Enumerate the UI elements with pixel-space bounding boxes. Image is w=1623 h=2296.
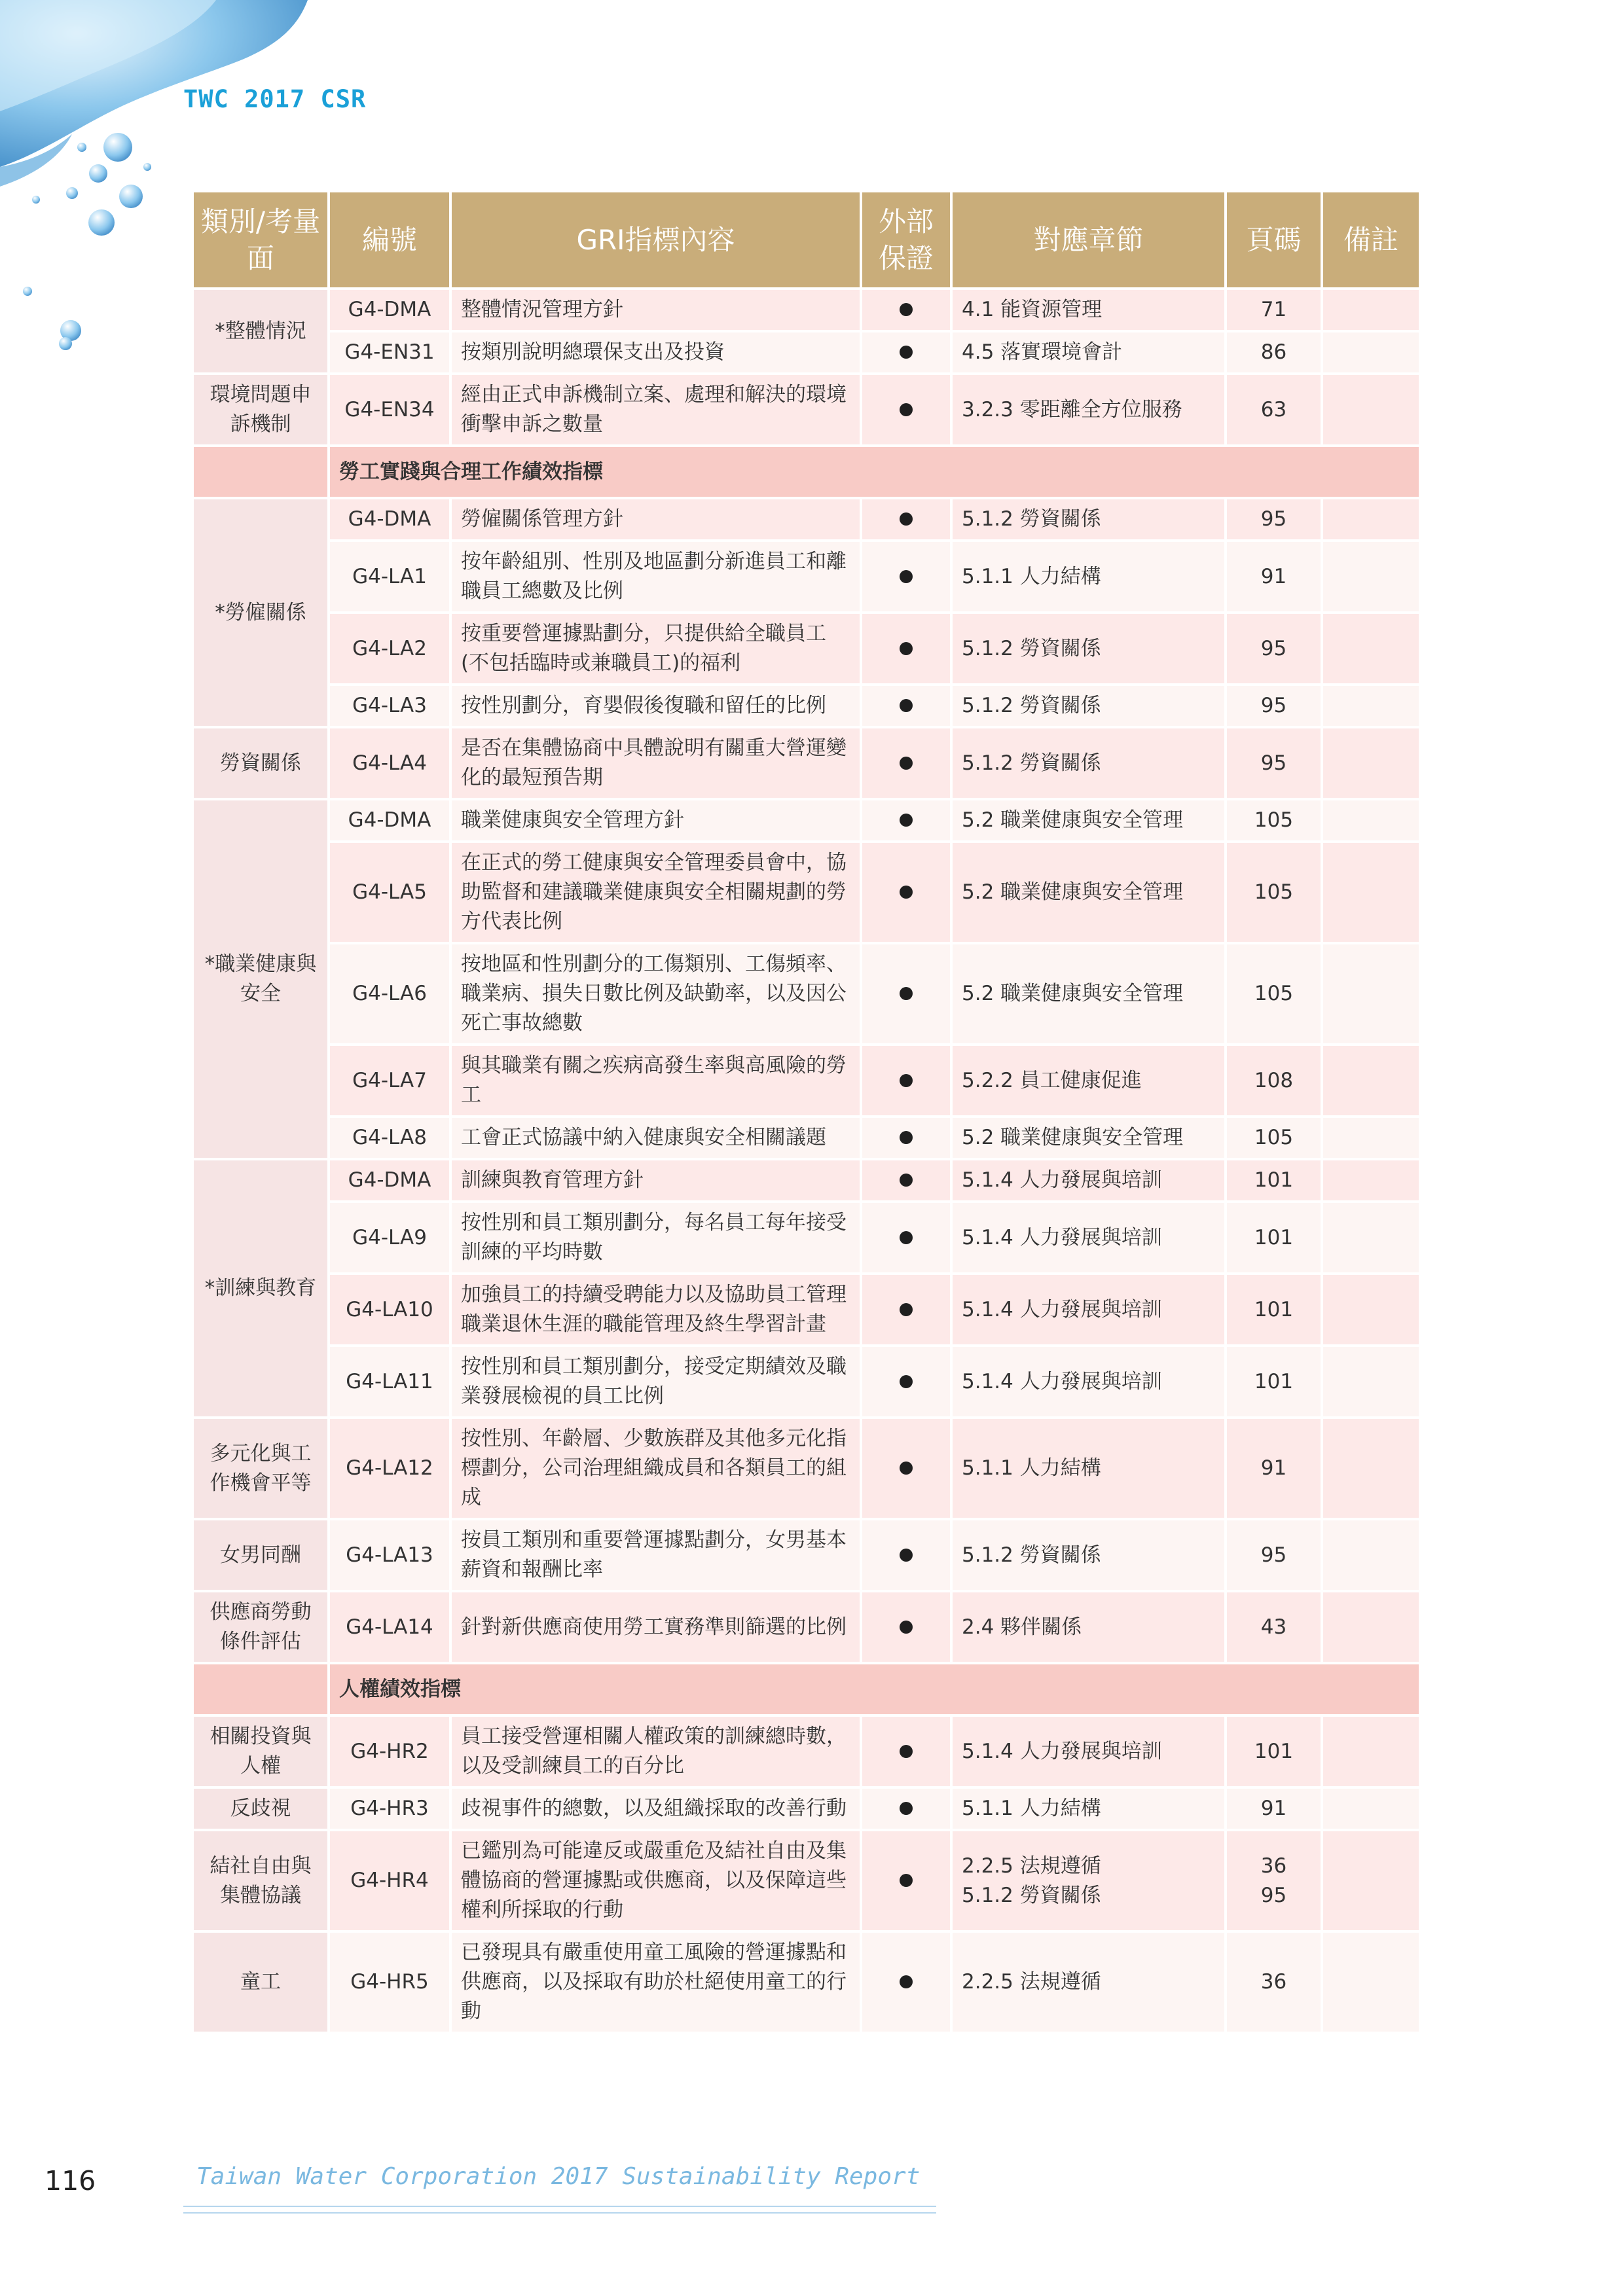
chapter-cell: 5.1.2 勞資關係 — [951, 498, 1226, 541]
column-header-content: GRI指標內容 — [450, 191, 861, 289]
external-assurance-cell — [861, 498, 951, 541]
indicator-content-cell: 針對新供應商使用勞工實務準則篩選的比例 — [450, 1591, 861, 1663]
indicator-content-cell: 按性別、年齡層、少數族群及其他多元化指標劃分，公司治理組織成員和各類員工的組成 — [450, 1418, 861, 1519]
assurance-dot-icon — [900, 1874, 913, 1887]
assurance-dot-icon — [900, 1462, 913, 1475]
chapter-cell: 5.1.2 勞資關係 — [951, 613, 1226, 685]
page-cell: 105 — [1226, 943, 1322, 1045]
assurance-dot-icon — [900, 1131, 913, 1144]
category-cell: *訓練與教育 — [192, 1159, 329, 1418]
external-assurance-cell — [861, 1715, 951, 1787]
indicator-code-cell: G4-LA2 — [329, 613, 450, 685]
chapter-cell: 5.1.1 人力結構 — [951, 1787, 1226, 1830]
indicator-content-cell: 按類別說明總環保支出及投資 — [450, 331, 861, 374]
indicator-code-cell: G4-LA7 — [329, 1045, 450, 1117]
external-assurance-cell — [861, 1931, 951, 2033]
indicator-code-cell: G4-LA9 — [329, 1202, 450, 1274]
category-cell: *職業健康與安全 — [192, 799, 329, 1159]
page-cell: 71 — [1226, 289, 1322, 331]
page-cell: 101 — [1226, 1202, 1322, 1274]
assurance-dot-icon — [900, 1074, 913, 1087]
remark-cell — [1322, 541, 1420, 613]
section-header-row — [192, 1663, 1420, 1715]
indicator-content-cell: 按性別和員工類別劃分，接受定期績效及職業發展檢視的員工比例 — [450, 1346, 861, 1418]
assurance-dot-icon — [900, 886, 913, 899]
table-body — [192, 289, 1420, 2033]
indicator-code-cell: G4-LA3 — [329, 685, 450, 727]
page-cell: 108 — [1226, 1045, 1322, 1117]
page-cell: 95 — [1226, 727, 1322, 799]
indicator-content-cell: 按員工類別和重要營運據點劃分，女男基本薪資和報酬比率 — [450, 1519, 861, 1591]
category-cell: *整體情況 — [192, 289, 329, 374]
page-cell: 91 — [1226, 1787, 1322, 1830]
indicator-content-cell: 職業健康與安全管理方針 — [450, 799, 861, 842]
indicator-code-cell: G4-EN34 — [329, 374, 450, 446]
page-cell: 95 — [1226, 498, 1322, 541]
remark-cell — [1322, 331, 1420, 374]
external-assurance-cell — [861, 289, 951, 331]
indicator-code-cell: G4-LA10 — [329, 1274, 450, 1346]
category-cell: 勞資關係 — [192, 727, 329, 799]
remark-cell — [1322, 613, 1420, 685]
table-row — [192, 1202, 1420, 1274]
table-row — [192, 613, 1420, 685]
column-header-chapter: 對應章節 — [951, 191, 1226, 289]
remark-cell — [1322, 727, 1420, 799]
indicator-content-cell: 按性別和員工類別劃分，每名員工每年接受訓練的平均時數 — [450, 1202, 861, 1274]
external-assurance-cell — [861, 1202, 951, 1274]
page-cell: 105 — [1226, 1117, 1322, 1159]
assurance-dot-icon — [900, 346, 913, 359]
indicator-code-cell: G4-LA8 — [329, 1117, 450, 1159]
remark-cell — [1322, 1931, 1420, 2033]
table-header-row — [192, 191, 1420, 289]
page-cell: 95 — [1226, 685, 1322, 727]
indicator-content-cell: 員工接受營運相關人權政策的訓練總時數，以及受訓練員工的百分比 — [450, 1715, 861, 1787]
assurance-dot-icon — [900, 403, 913, 416]
chapter-cell: 5.1.4 人力發展與培訓 — [951, 1346, 1226, 1418]
assurance-dot-icon — [900, 757, 913, 770]
indicator-code-cell: G4-EN31 — [329, 331, 450, 374]
table-row — [192, 541, 1420, 613]
chapter-cell: 4.1 能資源管理 — [951, 289, 1226, 331]
page-cell: 101 — [1226, 1346, 1322, 1418]
assurance-dot-icon — [900, 1745, 913, 1758]
category-cell: 環境問題申訴機制 — [192, 374, 329, 446]
assurance-dot-icon — [900, 699, 913, 712]
indicator-content-cell: 已鑑別為可能違反或嚴重危及結社自由及集體協商的營運據點或供應商，以及保障這些權利所採取的行動 — [450, 1830, 861, 1931]
report-header-label: TWC 2017 CSR — [183, 85, 367, 113]
section-spacer-cell — [192, 1663, 329, 1715]
indicator-code-cell: G4-DMA — [329, 289, 450, 331]
section-spacer-cell — [192, 446, 329, 498]
page-cell: 36 95 — [1226, 1830, 1322, 1931]
table-row — [192, 943, 1420, 1045]
remark-cell — [1322, 1715, 1420, 1787]
table-row — [192, 1787, 1420, 1830]
indicator-content-cell: 工會正式協議中納入健康與安全相關議題 — [450, 1117, 861, 1159]
indicator-content-cell: 按地區和性別劃分的工傷類別、工傷頻率、職業病、損失日數比例及缺勤率，以及因公死亡事故總數 — [450, 943, 861, 1045]
external-assurance-cell — [861, 541, 951, 613]
indicator-content-cell: 加強員工的持續受聘能力以及協助員工管理職業退休生涯的職能管理及終生學習計畫 — [450, 1274, 861, 1346]
assurance-dot-icon — [900, 1303, 913, 1316]
indicator-content-cell: 已發現具有嚴重使用童工風險的營運據點和供應商，以及採取有助於杜絕使用童工的行動 — [450, 1931, 861, 2033]
page-cell: 91 — [1226, 541, 1322, 613]
remark-cell — [1322, 1591, 1420, 1663]
page-cell: 105 — [1226, 842, 1322, 943]
remark-cell — [1322, 1159, 1420, 1202]
remark-cell — [1322, 1519, 1420, 1591]
category-cell: 童工 — [192, 1931, 329, 2033]
remark-cell — [1322, 799, 1420, 842]
chapter-cell: 5.1.2 勞資關係 — [951, 685, 1226, 727]
category-cell: 多元化與工作機會平等 — [192, 1418, 329, 1519]
page-cell: 101 — [1226, 1274, 1322, 1346]
external-assurance-cell — [861, 943, 951, 1045]
footer-divider — [183, 2206, 936, 2214]
chapter-cell: 5.1.4 人力發展與培訓 — [951, 1274, 1226, 1346]
table-row — [192, 799, 1420, 842]
section-title: 人權績效指標 — [329, 1663, 1420, 1715]
indicator-code-cell: G4-DMA — [329, 1159, 450, 1202]
page-cell: 95 — [1226, 1519, 1322, 1591]
page-cell: 101 — [1226, 1715, 1322, 1787]
chapter-cell: 5.2.2 員工健康促進 — [951, 1045, 1226, 1117]
indicator-code-cell: G4-HR2 — [329, 1715, 450, 1787]
external-assurance-cell — [861, 1159, 951, 1202]
chapter-cell: 5.1.4 人力發展與培訓 — [951, 1159, 1226, 1202]
column-header-page: 頁碼 — [1226, 191, 1322, 289]
assurance-dot-icon — [900, 1174, 913, 1187]
category-cell: 結社自由與集體協議 — [192, 1830, 329, 1931]
external-assurance-cell — [861, 331, 951, 374]
indicator-code-cell: G4-LA4 — [329, 727, 450, 799]
external-assurance-cell — [861, 1274, 951, 1346]
category-cell: *勞僱關係 — [192, 498, 329, 727]
remark-cell — [1322, 842, 1420, 943]
table-row — [192, 289, 1420, 331]
table-row — [192, 1117, 1420, 1159]
assurance-dot-icon — [900, 570, 913, 583]
remark-cell — [1322, 1117, 1420, 1159]
chapter-cell: 5.1.1 人力結構 — [951, 541, 1226, 613]
external-assurance-cell — [861, 799, 951, 842]
page-number: 116 — [45, 2165, 96, 2197]
indicator-code-cell: G4-LA12 — [329, 1418, 450, 1519]
table-row — [192, 374, 1420, 446]
assurance-dot-icon — [900, 303, 913, 316]
remark-cell — [1322, 1346, 1420, 1418]
indicator-code-cell: G4-LA5 — [329, 842, 450, 943]
indicator-code-cell: G4-LA6 — [329, 943, 450, 1045]
chapter-cell: 5.1.2 勞資關係 — [951, 727, 1226, 799]
table-row — [192, 1830, 1420, 1931]
chapter-cell: 2.2.5 法規遵循 5.1.2 勞資關係 — [951, 1830, 1226, 1931]
page-cell: 63 — [1226, 374, 1322, 446]
external-assurance-cell — [861, 1519, 951, 1591]
external-assurance-cell — [861, 1117, 951, 1159]
indicator-code-cell: G4-HR3 — [329, 1787, 450, 1830]
footer-report-title: Taiwan Water Corporation 2017 Sustainability Report — [196, 2163, 921, 2190]
table-row — [192, 1274, 1420, 1346]
assurance-dot-icon — [900, 1231, 913, 1244]
indicator-code-cell: G4-DMA — [329, 799, 450, 842]
page-cell: 95 — [1226, 613, 1322, 685]
page-cell: 105 — [1226, 799, 1322, 842]
table-row — [192, 1931, 1420, 2033]
remark-cell — [1322, 498, 1420, 541]
remark-cell — [1322, 1787, 1420, 1830]
chapter-cell: 4.5 落實環境會計 — [951, 331, 1226, 374]
page-cell: 36 — [1226, 1931, 1322, 2033]
chapter-cell: 5.2 職業健康與安全管理 — [951, 799, 1226, 842]
external-assurance-cell — [861, 374, 951, 446]
indicator-content-cell: 整體情況管理方針 — [450, 289, 861, 331]
external-assurance-cell — [861, 1346, 951, 1418]
table-row — [192, 1519, 1420, 1591]
table-row — [192, 331, 1420, 374]
page-cell: 43 — [1226, 1591, 1322, 1663]
assurance-dot-icon — [900, 1621, 913, 1634]
indicator-content-cell: 在正式的勞工健康與安全管理委員會中，協助監督和建議職業健康與安全相關規劃的勞方代表比例 — [450, 842, 861, 943]
page-cell: 91 — [1226, 1418, 1322, 1519]
indicator-content-cell: 訓練與教育管理方針 — [450, 1159, 861, 1202]
assurance-dot-icon — [900, 642, 913, 655]
remark-cell — [1322, 1202, 1420, 1274]
indicator-content-cell: 按性別劃分，育嬰假後復職和留任的比例 — [450, 685, 861, 727]
indicator-content-cell: 按年齡組別、性別及地區劃分新進員工和離職員工總數及比例 — [450, 541, 861, 613]
assurance-dot-icon — [900, 1802, 913, 1815]
indicator-code-cell: G4-DMA — [329, 498, 450, 541]
indicator-content-cell: 經由正式申訴機制立案、處理和解決的環境衝擊申訴之數量 — [450, 374, 861, 446]
indicator-code-cell: G4-LA1 — [329, 541, 450, 613]
column-header-category: 類別/考量面 — [192, 191, 329, 289]
table-row — [192, 1045, 1420, 1117]
section-title: 勞工實踐與合理工作績效指標 — [329, 446, 1420, 498]
table-row — [192, 727, 1420, 799]
table-row — [192, 498, 1420, 541]
chapter-cell: 5.1.1 人力結構 — [951, 1418, 1226, 1519]
indicator-code-cell: G4-HR4 — [329, 1830, 450, 1931]
remark-cell — [1322, 1274, 1420, 1346]
assurance-dot-icon — [900, 1375, 913, 1388]
indicator-content-cell: 是否在集體協商中具體說明有關重大營運變化的最短預告期 — [450, 727, 861, 799]
assurance-dot-icon — [900, 987, 913, 1000]
gri-index-table — [191, 190, 1421, 2034]
category-cell: 供應商勞動條件評估 — [192, 1591, 329, 1663]
assurance-dot-icon — [900, 814, 913, 827]
indicator-content-cell: 與其職業有關之疾病高發生率與高風險的勞工 — [450, 1045, 861, 1117]
table-row — [192, 1346, 1420, 1418]
external-assurance-cell — [861, 727, 951, 799]
remark-cell — [1322, 1418, 1420, 1519]
page-cell: 86 — [1226, 331, 1322, 374]
table-row — [192, 842, 1420, 943]
table-row — [192, 1591, 1420, 1663]
remark-cell — [1322, 1045, 1420, 1117]
remark-cell — [1322, 374, 1420, 446]
assurance-dot-icon — [900, 512, 913, 526]
category-cell: 相關投資與人權 — [192, 1715, 329, 1787]
chapter-cell: 5.1.4 人力發展與培訓 — [951, 1715, 1226, 1787]
table-row — [192, 1715, 1420, 1787]
category-cell: 反歧視 — [192, 1787, 329, 1830]
chapter-cell: 5.2 職業健康與安全管理 — [951, 842, 1226, 943]
assurance-dot-icon — [900, 1549, 913, 1562]
chapter-cell: 2.4 夥伴關係 — [951, 1591, 1226, 1663]
chapter-cell: 3.2.3 零距離全方位服務 — [951, 374, 1226, 446]
external-assurance-cell — [861, 1787, 951, 1830]
indicator-code-cell: G4-LA14 — [329, 1591, 450, 1663]
external-assurance-cell — [861, 1418, 951, 1519]
external-assurance-cell — [861, 613, 951, 685]
remark-cell — [1322, 685, 1420, 727]
table-row — [192, 1159, 1420, 1202]
indicator-content-cell: 勞僱關係管理方針 — [450, 498, 861, 541]
indicator-content-cell: 按重要營運據點劃分，只提供給全職員工(不包括臨時或兼職員工)的福利 — [450, 613, 861, 685]
indicator-code-cell: G4-HR5 — [329, 1931, 450, 2033]
category-cell: 女男同酬 — [192, 1519, 329, 1591]
column-header-assurance: 外部保證 — [861, 191, 951, 289]
chapter-cell: 5.2 職業健康與安全管理 — [951, 943, 1226, 1045]
indicator-content-cell: 歧視事件的總數，以及組織採取的改善行動 — [450, 1787, 861, 1830]
chapter-cell: 5.1.4 人力發展與培訓 — [951, 1202, 1226, 1274]
section-header-row — [192, 446, 1420, 498]
external-assurance-cell — [861, 685, 951, 727]
indicator-code-cell: G4-LA13 — [329, 1519, 450, 1591]
external-assurance-cell — [861, 842, 951, 943]
indicator-code-cell: G4-LA11 — [329, 1346, 450, 1418]
external-assurance-cell — [861, 1591, 951, 1663]
external-assurance-cell — [861, 1830, 951, 1931]
assurance-dot-icon — [900, 1975, 913, 1988]
remark-cell — [1322, 943, 1420, 1045]
chapter-cell: 5.1.2 勞資關係 — [951, 1519, 1226, 1591]
page-cell: 101 — [1226, 1159, 1322, 1202]
remark-cell — [1322, 289, 1420, 331]
chapter-cell: 5.2 職業健康與安全管理 — [951, 1117, 1226, 1159]
chapter-cell: 2.2.5 法規遵循 — [951, 1931, 1226, 2033]
column-header-remark: 備註 — [1322, 191, 1420, 289]
external-assurance-cell — [861, 1045, 951, 1117]
table-row — [192, 1418, 1420, 1519]
column-header-code: 編號 — [329, 191, 450, 289]
remark-cell — [1322, 1830, 1420, 1931]
table-row — [192, 685, 1420, 727]
